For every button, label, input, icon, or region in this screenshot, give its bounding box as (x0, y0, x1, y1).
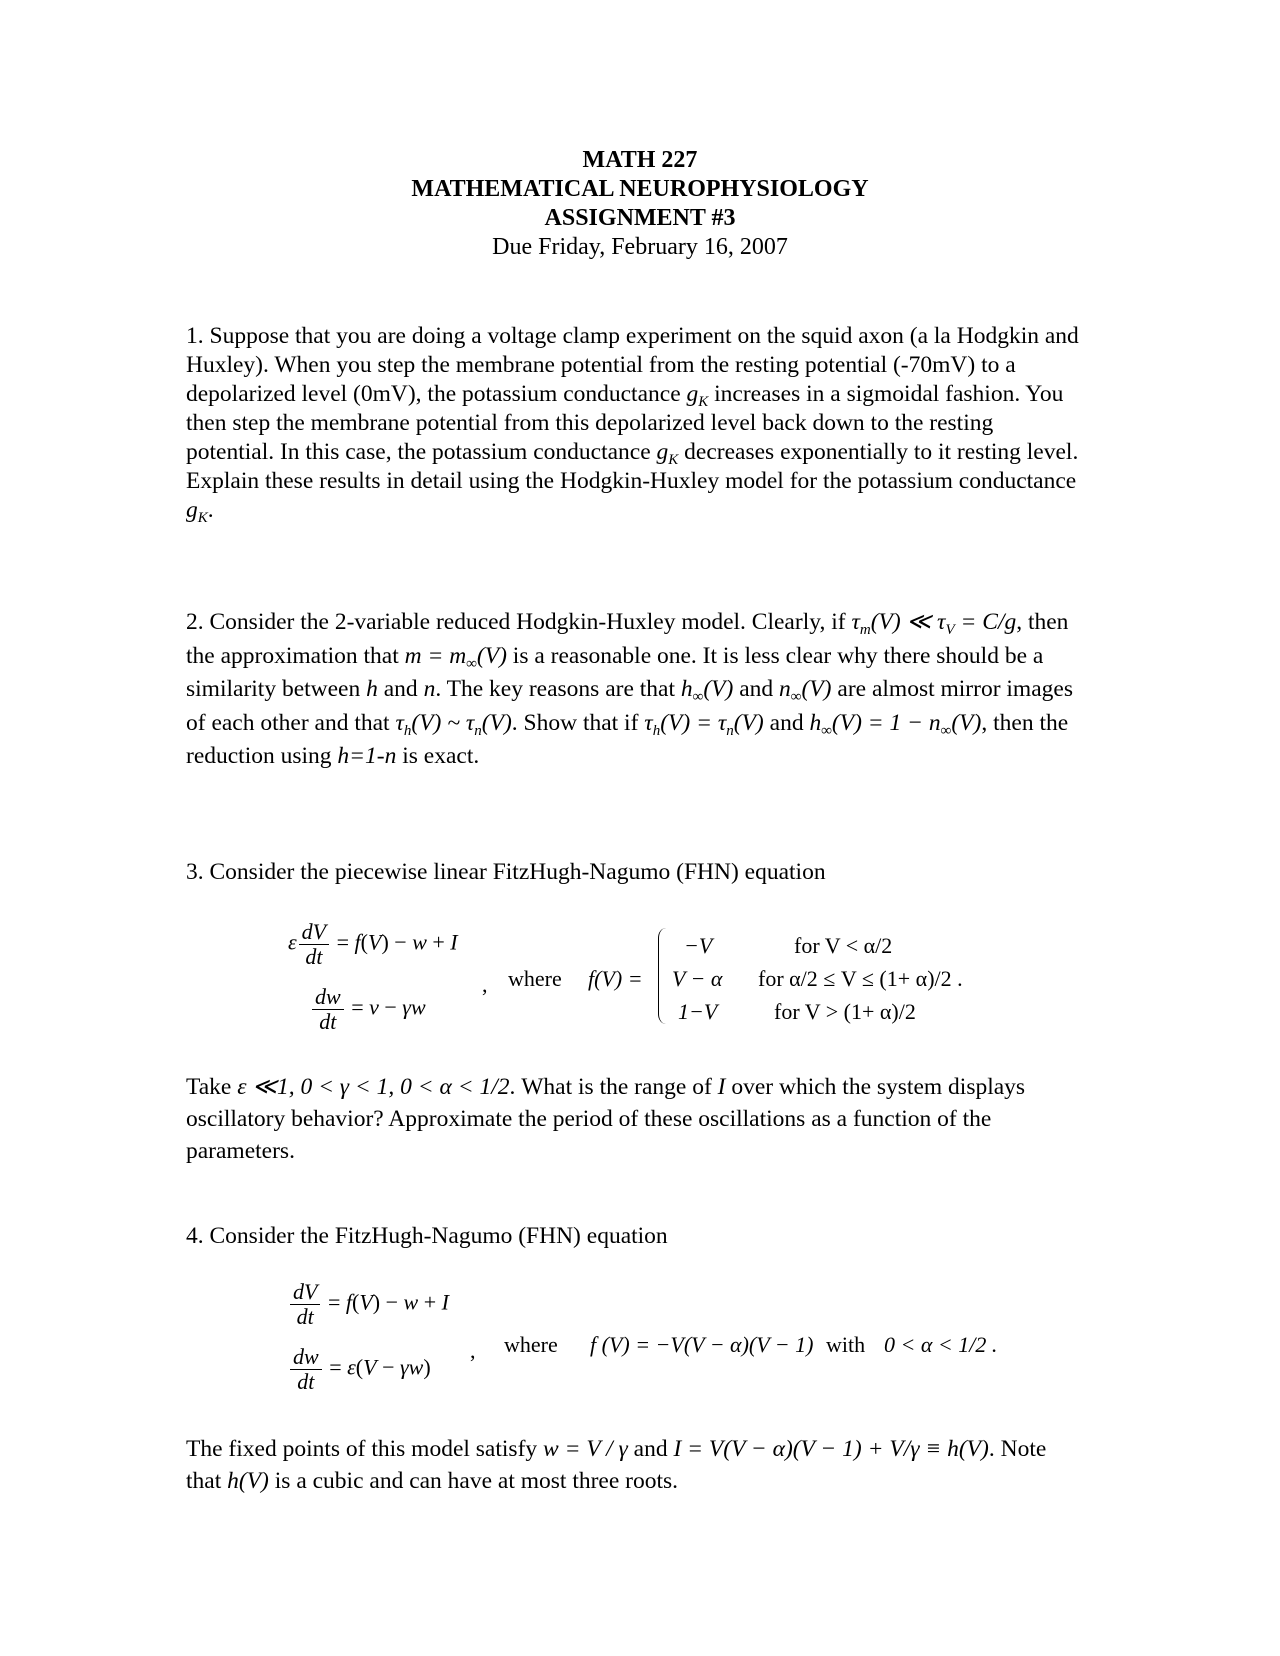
case-1-cond: for V < α/2 (794, 933, 893, 958)
assignment-title: ASSIGNMENT #3 (544, 205, 736, 231)
comma: , (470, 1338, 476, 1363)
question-3-body: Take ε ≪1, 0 < γ < 1, 0 < α < 1/2. What is the range of I over which the system displays oscillatory behavior? Approximate the period of these oscillations as a function of the parameters. (186, 1074, 1026, 1164)
equation-dw: $\frac{dw}{dt}$ = v − γw (310, 985, 426, 1034)
course-code: MATH 227 (582, 147, 698, 173)
case-1-expr: −V (684, 933, 713, 958)
comma: , (482, 972, 488, 997)
due-date: Due Friday, February 16, 2007 (492, 234, 788, 260)
question-number: 3. (186, 859, 204, 885)
inline-math: $h_\infty(V) = 1 - n_\infty(V)$ (809, 709, 982, 739)
question-4-intro: 4. Consider the FitzHugh-Nagumo (FHN) equation (186, 1223, 668, 1249)
inline-math: $\tau_h(V) = \tau_n(V)$ (644, 709, 764, 739)
with-label: with (826, 1332, 866, 1357)
inline-math: $\tau_h(V)$ ~ $\tau_n(V)$ (395, 709, 512, 739)
case-3-expr: 1−V (678, 999, 718, 1024)
question-number: 2. (186, 609, 204, 635)
question-number: 1. (186, 323, 204, 349)
case-2-expr: V − α (672, 966, 723, 991)
case-2-cond: for α/2 ≤ V ≤ (1+ α)/2 . (758, 966, 963, 991)
document-header (0, 146, 1280, 262)
inline-math: $m = m_\infty(V)$ (404, 642, 507, 672)
f-label: f(V) = (588, 966, 643, 991)
f-definition: f (V) = −V(V − α)(V − 1) (590, 1332, 814, 1357)
question-3-intro: 3. Consider the piecewise linear FitzHugh-Nagumo (FHN) equation (186, 859, 826, 885)
question-2: 2. Consider the 2-variable reduced Hodgkin-Huxley model. Clearly, if $\tau_m(V)$ ≪ $\tau_V = C/g$, then the approximation that $m = m_\infty(V)$ is a reasonable one. It is less clear why there should be a similarity between h and n. The key reasons are that $h_\infty(V)$ and $n_\infty(V)$ are almost mirror images of each other and that $\tau_h(V)$ ~ $\tau_n(V)$. Show that if $\tau_h(V) = \tau_n(V)$ and $h_\infty(V) = 1 - n_\infty(V)$, then the reduction using h=1-n is exact. (186, 609, 1073, 769)
question-number: 4. (186, 1223, 204, 1249)
where-label: where (504, 1332, 558, 1357)
inline-math: $\tau_m(V)$ ≪ $\tau_V = C/g$ (851, 609, 1017, 638)
inline-math: $h_\infty(V)$ (680, 676, 734, 705)
where-label: where (508, 966, 562, 991)
course-title: MATHEMATICAL NEUROPHYSIOLOGY (411, 176, 869, 202)
question-1: 1. Suppose that you are doing a voltage clamp experiment on the squid axon (a la Hodgkin and Huxley). When you step the membrane potential from the resting potential (-70mV) to a depolarized level (0mV), the potassium conductance $g_K$ increases in a sigmoidal fashion. You then step the membrane potential from this depolarized level back down to the resting potential. In this case, the potassium conductance $g_K$ decreases exponentially to it resting level. Explain these results in detail using the Hodgkin-Huxley model for the potassium conductance $g_K$. (186, 323, 1079, 526)
alpha-condition: 0 < α < 1/2 . (884, 1332, 998, 1357)
left-brace (658, 928, 667, 1024)
equation-dv: ε $\frac{dV}{dt}$ = f(V) − w + I (288, 919, 458, 969)
case-3-cond: for V > (1+ α)/2 (774, 999, 916, 1024)
inline-math: $n_\infty(V)$ (779, 676, 832, 705)
question-4-body: The fixed points of this model satisfy w = V / γ and I = V(V − α)(V − 1) + V/γ ≡ h(V). Note that h(V) is a cubic and can have at most three roots. (186, 1436, 1047, 1494)
question-text: Suppose that you are doing a voltage clamp experiment on the squid axon (a la Hodgkin and Huxley). When you step the membrane potential from the resting potential (-70mV) to a depolarized level (0mV), the potassium conductance (186, 323, 1079, 407)
equation-dw: $\frac{dw}{dt}$ = ε(V − γw) (288, 1345, 431, 1394)
equation-dv: $\frac{dV}{dt}$ = f(V) − w + I (288, 1280, 449, 1329)
